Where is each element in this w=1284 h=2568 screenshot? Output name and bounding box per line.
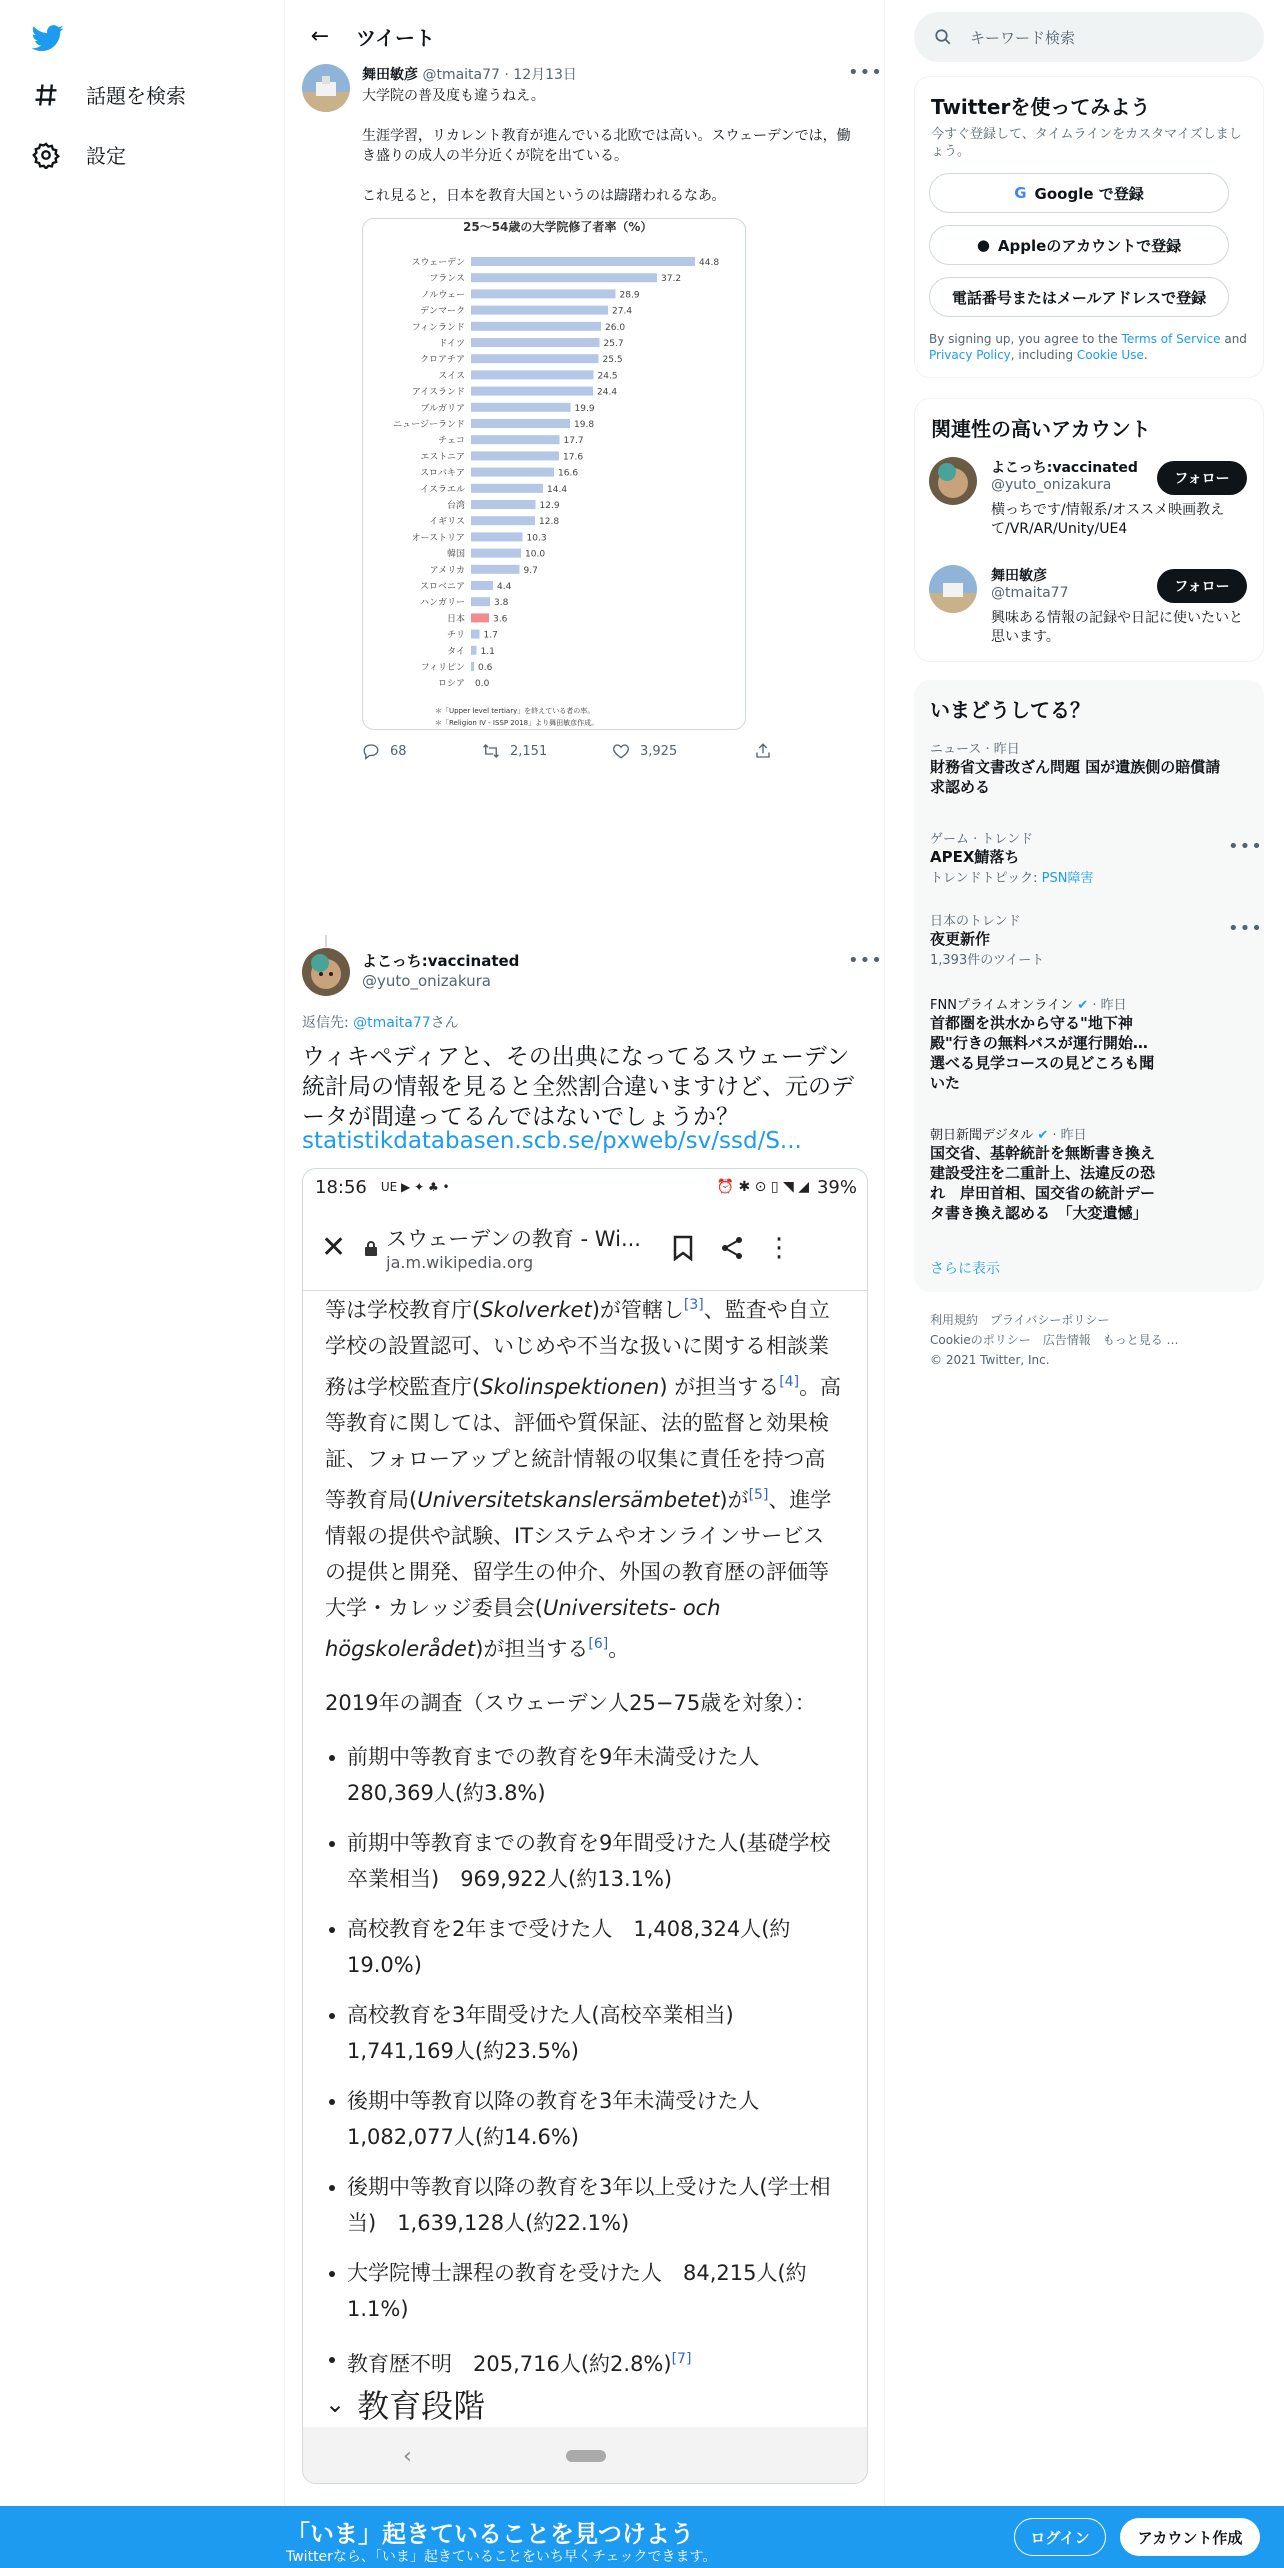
bar [471,516,535,525]
value-label: 28.9 [619,290,640,301]
trend-sub: 1,393件のツイート [930,953,1045,968]
category-label: オーストリア [411,533,465,544]
signup-desc: 今すぐ登録して、タイムラインをカスタマイズしましょう。 [931,127,1242,159]
bar [471,435,560,444]
news-time: · 昨日 [1088,998,1127,1013]
back-chevron-icon[interactable]: ‹ [403,2443,412,2469]
divider [884,0,885,2568]
text: )が担当する [475,1637,589,1661]
lock-icon [364,1240,378,1256]
category-label: ドイツ [438,339,465,349]
category-label: クロアチア [419,355,465,366]
news-item[interactable] [930,1124,1160,1223]
footer-links [930,1310,1179,1370]
browser-bar [303,1205,868,1291]
category-label: ニュージーランド [393,420,465,430]
value-label: 17.6 [563,452,584,463]
share-button[interactable] [754,742,772,760]
page-title: ツイート [356,25,435,50]
bar [471,597,490,606]
list-item-text: 教育歴不明 205,716人(約2.8%) [347,2352,672,2376]
news-time: · 昨日 [1048,1128,1087,1143]
trend-meta: ニュース · 昨日 [930,742,1020,757]
category-label: 韓国 [446,549,465,560]
related-title: 関連性の高いアカウント [931,417,1151,441]
twitter-logo-icon[interactable] [30,22,66,54]
reply-icon [362,742,380,760]
text: 。 [608,1637,630,1661]
category-label: アイスランド [411,387,465,398]
retweet-button[interactable] [482,742,547,760]
value-label: 37.2 [661,274,682,285]
cookie-link[interactable]: Cookie Use [1076,348,1144,362]
phone-nav-bar [303,2427,868,2484]
trend-meta: ゲーム · トレンド [930,832,1034,847]
text: ) が担当する [659,1375,780,1399]
close-icon[interactable]: ✕ [321,1230,347,1265]
news-source: 朝日新聞デジタル [930,1128,1034,1143]
list-item: 後期中等教育以降の教育を3年以上受けた人(学士相当) 1,639,128人(約22.1%) [325,2169,845,2241]
category-label: イギリス [429,517,465,528]
gear-icon [32,141,60,169]
text: 等は学校教育庁( [325,1298,481,1322]
status-battery: 39% [816,1176,857,1198]
author-handle: @tmaita77 [422,67,500,83]
google-signup-button[interactable] [929,173,1229,213]
bar [471,354,599,363]
list-item: 大学院博士課程の教育を受けた人 84,215人(約1.1%) [325,2255,845,2327]
list-item: 高校教育を2年まで受けた人 1,408,324人(約19.0%) [325,1911,845,1983]
tweet-text: 大学院の普及度も違うねえ。 生涯学習，リカレント教育が進んでいる北欧では高い。スウェーデンでは，働き盛りの成人の半分近くが院を出ている。 これ見ると，日本を教育大国というのは躊躇われるなあ。 [362,88,851,204]
trend-name: APEX鯖落ち [930,848,1020,866]
category-label: フィンランド [411,322,465,333]
signup-box [914,76,1264,378]
signup-legal [929,331,1249,363]
reply-count: 68 [390,743,407,759]
category-label: 台湾 [446,501,465,511]
divider [284,0,285,2568]
screenshot-image[interactable] [302,1168,868,2484]
home-pill-icon[interactable] [566,2450,606,2462]
nav-settings[interactable] [32,140,126,169]
menu-dots-icon[interactable]: ⋮ [766,1232,793,1263]
like-count: 3,925 [640,743,678,759]
category-label: ノルウェー [420,290,465,301]
verified-icon: ✔ [1033,1128,1049,1143]
category-label: タイ [447,646,465,657]
value-label: 3.6 [493,614,508,625]
category-label: ハンガリー [419,598,465,609]
value-label: 12.8 [539,517,560,528]
category-label: ブルガリア [420,403,465,414]
category-label: スロバキア [419,468,465,479]
reply-suffix: さん [430,1015,459,1031]
bookmark-icon[interactable] [672,1235,694,1261]
chart-note: ＊「Religion IV - ISSP 2018」より舞田敏彦作成。 [435,719,599,727]
value-label: 12.9 [539,501,560,511]
survey-heading: 2019年の調査（スウェーデン人25−75歳を対象）： [325,1691,816,1715]
bar [471,500,536,509]
account-handle: @yuto_onizakura [991,477,1112,493]
header [286,0,884,72]
chart-note: ＊「Upper level tertiary」を終えている者の率。 [435,707,595,715]
privacy-link[interactable]: Privacy Policy [929,348,1011,362]
value-label: 26.0 [605,322,626,333]
bar [471,484,543,493]
list-item: 前期中等教育までの教育を9年間受けた人(基礎学校卒業相当) 969,922人(約13.1%) [325,1825,845,1897]
value-label: 1.1 [480,646,495,657]
bar [471,565,520,574]
signup-button[interactable]: アカウント作成 [1120,2518,1260,2556]
search-box[interactable] [914,12,1264,62]
news-headline: 国交省、基幹統計を無断書き換え 建設受注を二重計上、法違反の恐れ 岸田首相、国交省の統計データ書き換え認める 「大変遺憾」 [930,1144,1156,1222]
bar [471,662,474,671]
value-label: 10.0 [525,549,546,560]
nav-explore[interactable] [32,80,186,109]
avatar[interactable] [302,948,350,996]
trend-item[interactable] [930,910,1230,968]
text: 、進学情報の提供や試験、ITシステムやオンラインサービスの提供と開発、留学生の仲介、外国の教育歴の評価等大学・カレッジ委員会( [325,1488,832,1620]
value-label: 17.7 [563,436,584,447]
bar [471,646,477,655]
bar [471,630,480,639]
search-placeholder: キーワード検索 [970,28,1076,47]
account-name[interactable]: よこっち:vaccinated [991,460,1138,476]
like-button[interactable] [612,742,677,760]
account-name[interactable]: 舞田敏彦 [991,568,1047,584]
apple-signup-label: Appleのアカウントで登録 [997,236,1182,255]
list-item: 前期中等教育までの教育を9年未満受けた人 280,369人(約3.8%) [325,1739,845,1811]
value-label: 25.7 [603,339,624,349]
category-label: スイス [438,371,465,382]
more-icon[interactable]: ••• [848,950,883,971]
term: Universitetskanslersämbetet [417,1488,720,1512]
list-item [325,2341,845,2382]
legal-text: . [1143,348,1148,362]
dot-separator: · [504,67,509,83]
bar [471,451,559,460]
status-icons-right: ⏰ ✱ ⊙ ▯ ◥ ◢ [716,1179,809,1195]
author-handle[interactable]: @yuto_onizakura [362,972,491,990]
browser-page-title: スウェーデンの教育 - Wi... [386,1227,641,1251]
account-bio: 横っちです/情報系/オススメ映画教えて/VR/AR/Unity/UE4 [991,502,1225,537]
category-label: スロベニア [419,582,465,592]
value-label: 24.4 [597,387,618,398]
category-label: イスラエル [420,484,465,495]
bar-chart [363,219,746,730]
tweet-text: ウィキペディアと、その出典になってるスウェーデン統計局の情報を見ると全然割合違いますけど、元のデータが間違ってるんではないでしょうか？ [302,1044,854,1130]
account-handle: @tmaita77 [991,585,1069,601]
category-label: スウェーデン [411,258,465,268]
bar [471,306,608,315]
account-bio: 興味ある情報の記録や日記に使いたいと思います。 [991,610,1243,645]
follow-button[interactable]: フォロー [1157,569,1247,603]
author-name[interactable]: よこっち:vaccinated [362,952,520,970]
bar [471,468,554,477]
category-label: 日本 [446,614,465,625]
reply-context [302,1012,459,1032]
chart-image[interactable] [362,218,746,730]
share-icon [754,742,772,760]
trend-item[interactable] [930,828,1230,886]
footer-line[interactable]: Cookieのポリシー 広告情報 もっと見る … [930,1333,1179,1347]
wiki-content [325,1287,845,2396]
category-label: ロシア [437,679,465,690]
category-label: エストニア [420,452,465,463]
search-icon [934,28,952,46]
category-label: フィリピン [420,663,465,673]
phone-signup-button[interactable] [929,277,1229,317]
bar [471,387,593,396]
bottom-bar-title: 「いま」起きていることを見つけよう [286,2520,694,2548]
status-icons-left: UE ▶ ✦ ♣ • [380,1180,450,1194]
login-button[interactable]: ログイン [1014,2518,1106,2556]
tweet-link[interactable]: statistikdatabasen.scb.se/pxweb/sv/ssd/S... [302,1128,802,1154]
list-item: 後期中等教育以降の教育を3年未満受けた人 1,082,077人(約14.6%) [325,2083,845,2155]
terms-link[interactable]: Terms of Service [1121,332,1221,346]
phone-status-bar [303,1169,868,1205]
value-label: 27.4 [612,306,633,317]
value-label: 9.7 [523,565,538,576]
avatar[interactable] [302,64,350,112]
section-heading[interactable] [325,2381,485,2427]
value-label: 44.8 [699,258,720,268]
value-label: 0.0 [475,679,490,690]
section-title: 教育段階 [357,2387,486,2425]
reply-button[interactable] [362,742,407,760]
follow-button[interactable]: フォロー [1157,461,1247,495]
bar [471,338,600,347]
category-label: フランス [429,274,465,285]
author-name: 舞田敏彦 [362,67,418,83]
more-icon[interactable]: ••• [1228,836,1263,857]
text: )が管轄し [591,1298,684,1322]
news-headline: 首都圏を洪水から守る"地下神殿"行きの無料バスが運行開始…選べる見学コースの見どころも聞いた [930,1014,1155,1092]
phone-signup-label: 電話番号またはメールアドレスで登録 [951,288,1207,307]
more-icon[interactable]: ••• [848,62,883,83]
copyright: © 2021 Twitter, Inc. [930,1353,1050,1367]
hashtag-icon [32,81,60,109]
trend-name: 夜更新作 [930,930,991,948]
wiki-paragraph [325,1287,845,1667]
trends-title: いまどうしてる？ [930,698,1090,722]
text: 、監査や自立学校の設置認可、いじめや不当な扱いに関する相談業務は学校監査庁( [325,1298,830,1399]
more-icon[interactable]: ••• [1228,918,1263,939]
ref[interactable]: [3] [683,1297,704,1313]
bottom-bar-subtitle: Twitterなら、「いま」起きていることをいち早くチェックできます。 [286,2549,717,2565]
news-meta [930,994,1160,1013]
legal-text: and [1220,332,1247,346]
trend-sub [930,867,1230,886]
bottom-signup-bar [0,2506,1284,2568]
trend-meta: 日本のトレンド [930,914,1021,929]
thread-line [325,935,327,947]
google-icon: G [1014,184,1027,202]
ref[interactable]: [5] [748,1487,769,1503]
share-icon[interactable] [720,1235,744,1261]
list-item: 高校教育を3年間受けた人(高校卒業相当) 1,741,169人(約23.5%) [325,1997,845,2069]
news-item[interactable] [930,994,1160,1093]
tweet-actions [362,742,782,766]
nav-explore-label: 話題を検索 [86,84,186,108]
category-label: アメリカ [429,565,465,576]
related-accounts-box [914,398,1264,662]
chart-title: 25〜54歳の大学院修了者率（%） [463,220,653,234]
bar [471,581,493,590]
trends-box [914,680,1264,1292]
value-label: 0.6 [478,663,493,673]
news-meta [930,1124,1160,1143]
value-label: 14.4 [547,484,568,495]
trend-name: 財務省文書改ざん問題 国が遺族側の賠償請求認める [930,758,1221,796]
value-label: 10.3 [526,533,547,544]
news-source: FNNプライムオンライン [930,998,1074,1013]
footer-line[interactable]: 利用規約 プライバシーポリシー [930,1313,1110,1327]
value-label: 24.5 [597,371,618,382]
signup-title: Twitterを使ってみよう [931,95,1151,119]
value-label: 16.6 [558,468,579,479]
google-signup-label: Google で登録 [1034,184,1144,203]
verified-icon: ✔ [1073,998,1089,1013]
text: 。高等教育に関しては、評価や質保証、法的監督と効果検証、フォローアップと統計情報の収集に責任を持つ高等教育局( [325,1375,842,1512]
bar [471,403,571,412]
term: Skolinspektionen [480,1375,660,1399]
value-label: 3.8 [494,598,509,609]
bar [471,613,489,622]
survey-list [325,1739,845,2382]
bar [471,532,523,541]
retweet-count: 2,151 [510,743,548,759]
ref[interactable]: [7] [671,2351,692,2367]
ref[interactable]: [4] [779,1374,800,1390]
show-more-link[interactable]: さらに表示 [930,1261,1000,1277]
trend-item[interactable] [930,738,1230,797]
reply-to-link[interactable]: @tmaita77 [353,1015,431,1031]
term: Skolverket [480,1298,592,1322]
heart-icon [612,742,630,760]
nav-settings-label: 設定 [86,144,126,168]
ref[interactable]: [6] [588,1636,609,1652]
value-label: 1.7 [483,630,498,641]
avatar[interactable] [929,565,977,613]
bar [471,322,601,331]
bar [471,549,521,558]
apple-signup-button[interactable] [929,225,1229,265]
category-label: チェコ [438,436,465,447]
apple-icon: ● [976,236,990,254]
term: Universitets- och högskolerådet [325,1596,721,1661]
tweet-date[interactable]: 12月13日 [513,67,577,83]
retweet-icon [482,742,500,760]
reply-prefix: 返信先: [302,1015,354,1031]
bar [471,273,657,282]
status-time: 18:56 [315,1176,367,1198]
browser-url: ja.m.wikipedia.org [386,1253,534,1272]
bar [471,419,570,428]
trend-sub-label: トレンドトピック: [930,871,1042,886]
value-label: 25.5 [602,355,623,366]
value-label: 19.8 [574,420,595,430]
trend-topic-link[interactable]: PSN障害 [1041,871,1094,886]
chevron-down-icon: ⌄ [325,2390,346,2418]
left-nav [0,0,284,2568]
tweet-author[interactable] [362,64,577,84]
category-label: デンマーク [420,306,465,317]
avatar[interactable] [929,457,977,505]
legal-text: , including [1010,348,1077,362]
back-arrow-icon[interactable]: ← [310,23,330,49]
value-label: 4.4 [497,582,512,592]
legal-text: By signing up, you agree to the [929,332,1122,346]
text: )が [719,1488,749,1512]
category-label: チリ [446,630,465,641]
bar [471,257,695,266]
bar [471,370,594,379]
value-label: 19.9 [574,403,595,414]
bar [471,289,616,298]
